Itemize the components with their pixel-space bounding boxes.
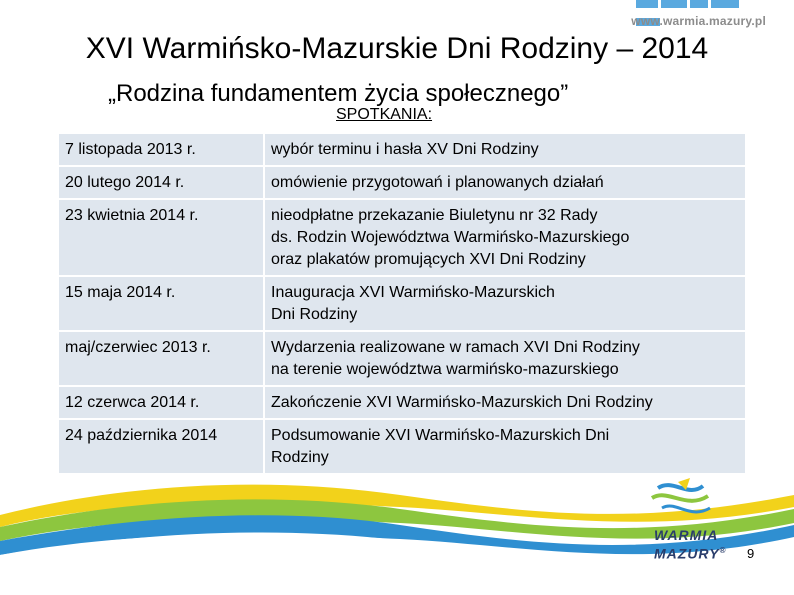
site-url: www.warmia.mazury.pl [631, 14, 766, 28]
description-line: Inauguracja XVI Warmińsko-Mazurskich [271, 284, 555, 301]
slide-subtitle: „Rodzina fundamentem życia społecznego” [108, 80, 569, 107]
description-line: Dni Rodziny [271, 306, 358, 323]
meeting-date: 7 listopada 2013 r. [58, 133, 264, 166]
description-line: Podsumowanie XVI Warmińsko-Mazurskich Dni [271, 427, 610, 444]
meeting-description [264, 166, 746, 199]
table-row [58, 133, 746, 166]
page-number: 9 [747, 546, 755, 561]
description-line: wybór terminu i hasła XV Dni Rodziny [271, 141, 539, 158]
description-line: nieodpłatne przekazanie Biuletynu nr 32 Rady [271, 207, 598, 224]
meeting-date: 23 kwietnia 2014 r. [58, 199, 264, 276]
description-line: Rodziny [271, 449, 329, 466]
meeting-date: 24 października 2014 [58, 419, 264, 474]
meeting-date: 12 czerwca 2014 r. [58, 386, 264, 419]
description-line: Zakończenie XVI Warmińsko-Mazurskich Dni Rodziny [271, 394, 653, 411]
logo-line-1: WARMIA [654, 527, 719, 543]
registered-mark: ® [719, 546, 727, 555]
meeting-description [264, 199, 746, 276]
slide-title: XVI Warmińsko-Mazurskie Dni Rodziny – 2014 [85, 32, 709, 65]
logo-mark [648, 478, 728, 530]
description-line: ds. Rodzin Województwa Warmińsko-Mazurskiego [271, 229, 630, 246]
header-stripes [636, 0, 766, 12]
meeting-date: maj/czerwiec 2013 r. [58, 331, 264, 386]
description-line: omówienie przygotowań i planowanych działań [271, 174, 604, 191]
meeting-description [264, 133, 746, 166]
meeting-date: 15 maja 2014 r. [58, 276, 264, 331]
logo-line-2: MAZURY® [654, 545, 727, 562]
description-line: oraz plakatów promujących XVI Dni Rodziny [271, 251, 586, 268]
meeting-description [264, 276, 746, 331]
meeting-date: 20 lutego 2014 r. [58, 166, 264, 199]
section-label: SPOTKANIA: [336, 106, 433, 123]
table-row [58, 331, 746, 386]
meetings-table [57, 132, 747, 475]
table-row [58, 166, 746, 199]
meeting-description [264, 331, 746, 386]
meeting-description [264, 386, 746, 419]
table-row [58, 199, 746, 276]
table-row [58, 276, 746, 331]
description-line: na terenie województwa warmińsko-mazurskiego [271, 361, 619, 378]
table-row [58, 386, 746, 419]
logo-wordmark [654, 528, 727, 562]
description-line: Wydarzenia realizowane w ramach XVI Dni Rodziny [271, 339, 640, 356]
